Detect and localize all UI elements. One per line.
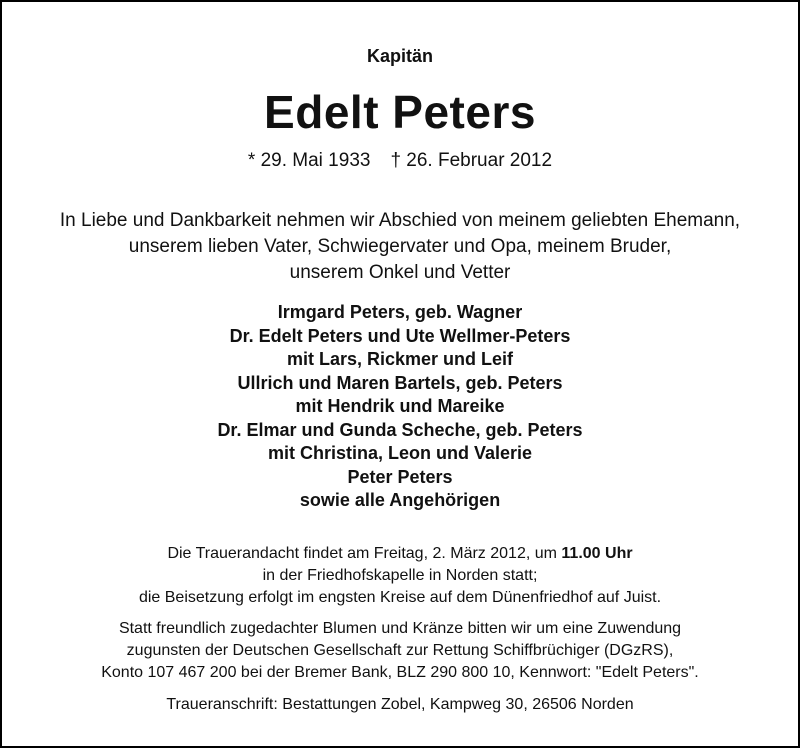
donation-line: zugunsten der Deutschen Gesellschaft zur Rettung Schiffbrüchiger (DGzRS),: [126, 642, 674, 659]
mourners-list: [2, 301, 798, 513]
farewell-text: [2, 208, 798, 286]
life-dates: [2, 150, 798, 172]
donation-info: [2, 618, 798, 684]
mourner-line: Dr. Edelt Peters und Ute Wellmer-Peters: [229, 325, 571, 346]
mourner-line: Dr. Elmar und Gunda Scheche, geb. Peters: [217, 419, 583, 440]
birth-date: * 29. Mai 1933: [247, 150, 371, 171]
mourner-line: sowie alle Angehörigen: [299, 490, 501, 510]
mourner-line: mit Hendrik und Mareike: [295, 396, 505, 416]
death-date: † 26. Februar 2012: [390, 150, 553, 171]
farewell-line: In Liebe und Dankbarkeit nehmen wir Abschied von meinem geliebten Ehemann,: [59, 210, 741, 231]
service-date-text: Die Trauerandacht findet am Freitag, 2. März 2012, um: [167, 545, 562, 562]
deceased-name: Edelt Peters: [264, 86, 536, 138]
service-info: [2, 543, 798, 609]
mourner-line: Peter Peters: [347, 466, 453, 487]
service-line: [2, 543, 798, 565]
service-line: die Beisetzung erfolgt im engsten Kreise auf dem Dünenfriedhof auf Juist.: [138, 589, 662, 606]
mourner-line: mit Christina, Leon und Valerie: [267, 443, 533, 463]
donation-line: Konto 107 467 200 bei der Bremer Bank, BLZ 290 800 10, Kennwort: "Edelt Peters".: [101, 664, 699, 681]
farewell-line: unserem lieben Vater, Schwiegervater und Opa, meinem Bruder,: [128, 236, 672, 257]
service-time: 11.00 Uhr: [561, 545, 633, 562]
mourner-line: Ullrich und Maren Bartels, geb. Peters: [237, 372, 563, 393]
service-line: in der Friedhofskapelle in Norden statt;: [262, 567, 538, 584]
occupation-title: Kapitän: [366, 46, 433, 66]
mourning-address: Traueranschrift: Bestattungen Zobel, Kampweg 30, 26506 Norden: [166, 696, 634, 713]
farewell-line: unserem Onkel und Vetter: [289, 262, 511, 283]
mourner-line: Irmgard Peters, geb. Wagner: [277, 302, 523, 322]
mourner-line: mit Lars, Rickmer und Leif: [286, 349, 514, 369]
donation-line: Statt freundlich zugedachter Blumen und Kränze bitten wir um eine Zuwendung: [118, 620, 682, 637]
